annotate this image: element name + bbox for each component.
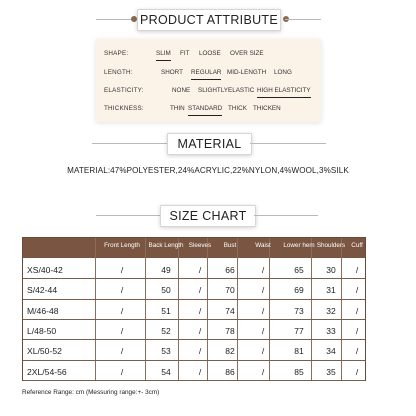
attribute-option-selected: REGULAR — [191, 67, 221, 79]
table-column-divider — [178, 238, 179, 380]
table-cell: 49 — [161, 265, 171, 275]
table-cell: / — [120, 285, 124, 295]
product-attribute-heading — [0, 9, 416, 31]
section-title-box — [167, 133, 252, 155]
table-cell: / — [120, 367, 124, 377]
table-cell: 74 — [225, 306, 235, 316]
table-cell: 86 — [225, 367, 235, 377]
table-cell: 54 — [161, 367, 171, 377]
table-cell: / — [261, 367, 265, 377]
table-cell: / — [355, 367, 359, 377]
attribute-label: SHAPE: — [104, 50, 129, 57]
table-cell: / — [198, 346, 202, 356]
table-cell: 69 — [294, 285, 304, 295]
size-table — [22, 237, 366, 381]
attribute-option: FIT — [180, 50, 190, 57]
table-cell: / — [355, 285, 359, 295]
table-cell: / — [120, 346, 124, 356]
size-label: L/48-50 — [27, 326, 57, 336]
attribute-option: SLIGHTLY — [198, 87, 228, 94]
table-cell: / — [120, 326, 124, 336]
table-cell: / — [198, 265, 202, 275]
table-row-divider — [23, 319, 365, 320]
table-cell: / — [198, 285, 202, 295]
attribute-card — [96, 39, 321, 122]
table-column-divider — [95, 238, 96, 380]
table-cell: 78 — [225, 326, 235, 336]
table-header-cell: Sleeves — [188, 242, 212, 249]
attribute-option: LOOSE — [199, 50, 221, 57]
table-cell: / — [355, 346, 359, 356]
table-header-cell: Cuff — [351, 242, 363, 249]
table-cell: 34 — [326, 346, 336, 356]
attribute-option: ELASTIC — [228, 87, 255, 94]
table-row-divider — [23, 360, 365, 361]
table-cell: / — [261, 285, 265, 295]
table-row-divider — [23, 380, 365, 381]
table-cell: 70 — [225, 285, 235, 295]
attribute-option: NONE — [172, 87, 191, 94]
table-cell: / — [261, 326, 265, 336]
table-cell: / — [355, 326, 359, 336]
attribute-option-selected: STANDARD — [188, 103, 222, 115]
table-cell: / — [198, 326, 202, 336]
attribute-option: THICKEN — [253, 105, 281, 112]
table-header-cell: Waist — [255, 242, 271, 249]
size-label: XL/50-52 — [27, 346, 62, 356]
table-cell: 31 — [326, 285, 336, 295]
table-cell: 77 — [294, 326, 304, 336]
table-cell: / — [198, 306, 202, 316]
divider — [96, 19, 134, 20]
table-cell: 30 — [326, 265, 336, 275]
attribute-option: THICK — [228, 105, 247, 112]
table-cell: 82 — [225, 346, 235, 356]
table-cell: 51 — [161, 306, 171, 316]
section-title: PRODUCT ATTRIBUTE — [140, 13, 278, 27]
table-cell: / — [120, 265, 124, 275]
attribute-option-selected: HIGH ELASTICITY — [257, 85, 311, 97]
table-column-divider — [341, 238, 342, 380]
size-label: S/42-44 — [27, 285, 58, 295]
table-column-divider — [237, 238, 238, 380]
table-cell: / — [120, 306, 124, 316]
attribute-option: MID-LENGTH — [227, 69, 267, 76]
table-row-divider — [23, 339, 365, 340]
table-column-divider — [207, 238, 208, 380]
table-cell: 73 — [294, 306, 304, 316]
divider — [250, 143, 326, 144]
table-header-cell: Bust — [223, 242, 237, 249]
table-header-cell: Back Length — [148, 242, 184, 249]
table-column-divider — [145, 238, 146, 380]
attribute-option-selected: SLIM — [156, 48, 171, 60]
table-cell: 32 — [326, 306, 336, 316]
attribute-row — [104, 48, 319, 60]
divider — [285, 19, 321, 20]
table-cell: 53 — [161, 346, 171, 356]
divider — [254, 215, 318, 216]
section-title-box — [160, 205, 256, 227]
table-header-cell: Shoulders — [316, 242, 346, 249]
size-label: XS/40-42 — [27, 265, 63, 275]
attribute-label: LENGTH: — [104, 69, 133, 76]
table-header-cell: Lower hem — [283, 242, 315, 249]
table-cell: 33 — [326, 326, 336, 336]
table-cell: 66 — [225, 265, 235, 275]
attribute-row — [104, 103, 319, 115]
attribute-option: OVER SIZE — [230, 50, 264, 57]
table-column-divider — [311, 238, 312, 380]
attribute-option: THIN — [170, 105, 185, 112]
material-heading — [0, 133, 416, 155]
table-cell: / — [261, 265, 265, 275]
attribute-option: SHORT — [161, 69, 183, 76]
attribute-label: ELASTICITY: — [104, 87, 144, 94]
table-cell: 50 — [161, 285, 171, 295]
size-label: M/46-48 — [27, 306, 59, 316]
table-column-divider — [269, 238, 270, 380]
material-composition: MATERIAL:47%POLYESTER,24%ACRYLIC,22%NYLON,4%WOOL,3%SILK — [67, 166, 349, 175]
table-cell: 35 — [326, 367, 336, 377]
table-row-divider — [23, 278, 365, 279]
attribute-row — [104, 85, 319, 97]
table-cell: / — [198, 367, 202, 377]
table-cell: / — [261, 346, 265, 356]
divider — [92, 143, 167, 144]
table-cell: 52 — [161, 326, 171, 336]
divider — [96, 215, 160, 216]
table-cell: / — [355, 306, 359, 316]
section-title-box — [137, 9, 281, 31]
attribute-row — [104, 67, 319, 79]
table-header-cell: Front Length — [104, 242, 140, 249]
table-cell: / — [355, 265, 359, 275]
size-label: 2XL/54-56 — [27, 367, 67, 377]
table-cell: 85 — [294, 367, 304, 377]
section-title: MATERIAL — [177, 137, 242, 151]
table-cell: 65 — [294, 265, 304, 275]
table-cell: 81 — [294, 346, 304, 356]
size-chart-heading — [0, 205, 416, 227]
table-row-divider — [23, 299, 365, 300]
reference-note: Reference Range: cm (Messuring range:+- 3cm) — [22, 389, 160, 396]
section-title: SIZE CHART — [169, 209, 247, 223]
attribute-label: THICKNESS: — [104, 105, 144, 112]
table-cell: / — [261, 306, 265, 316]
attribute-option: LONG — [274, 69, 292, 76]
